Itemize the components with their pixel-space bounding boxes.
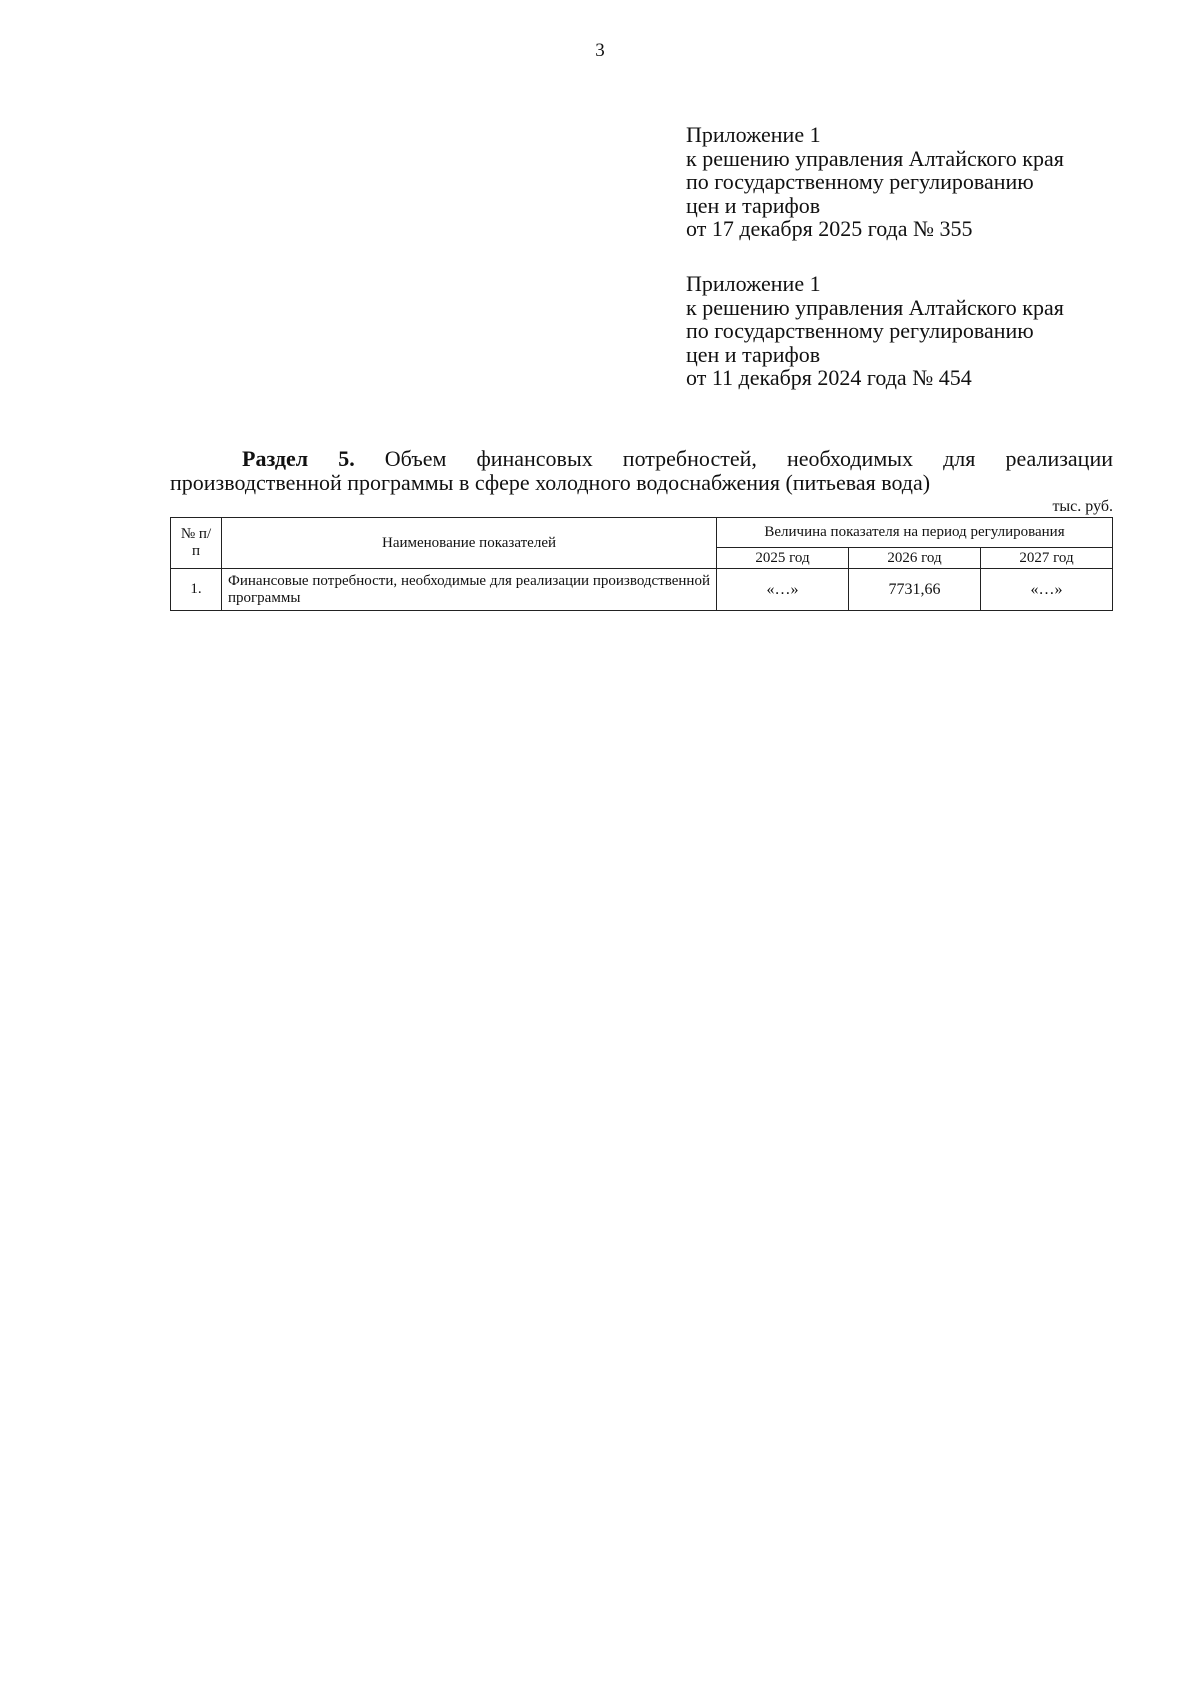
appendix-line: к решению управления Алтайского края bbox=[686, 145, 1064, 171]
appendix-title: Приложение 1 bbox=[686, 122, 821, 147]
financial-needs-table bbox=[170, 517, 1113, 611]
table-header-row bbox=[171, 518, 1113, 548]
page-number: 3 bbox=[595, 40, 605, 61]
section-title-part2: производственной программы в сфере холодного водоснабжения (питьевая вода) bbox=[170, 470, 931, 495]
appendix-line: цен и тарифов bbox=[686, 341, 821, 367]
appendix-block-current bbox=[686, 123, 1166, 241]
row-value-2027: «…» bbox=[980, 569, 1112, 611]
header-number: № п/п bbox=[171, 518, 222, 569]
section-heading-line1 bbox=[170, 447, 1113, 471]
appendix-line: по государственному регулированию bbox=[686, 318, 1034, 343]
appendix-title: Приложение 1 bbox=[686, 271, 821, 296]
appendix-date: от 11 декабря 2024 года № 454 bbox=[686, 365, 972, 390]
header-year-2026: 2026 год bbox=[848, 548, 980, 569]
appendix-line: по государственному регулированию bbox=[686, 169, 1034, 194]
appendix-line: цен и тарифов bbox=[686, 192, 821, 218]
row-value-2025: «…» bbox=[717, 569, 849, 611]
section-label: Раздел 5. bbox=[242, 446, 355, 471]
header-indicator-name: Наименование показателей bbox=[222, 518, 717, 569]
section-heading bbox=[170, 447, 1113, 495]
row-value-2026: 7731,66 bbox=[848, 569, 980, 611]
row-indicator-name: Финансовые потребности, необходимые для реализации производственной программы bbox=[222, 569, 717, 611]
appendix-block-previous bbox=[686, 272, 1166, 390]
header-regulation-period: Величина показателя на период регулирования bbox=[717, 518, 1113, 548]
header-year-2025: 2025 год bbox=[717, 548, 849, 569]
unit-label: тыс. руб. bbox=[1052, 498, 1113, 515]
appendix-date: от 17 декабря 2025 года № 355 bbox=[686, 216, 973, 241]
table-row bbox=[171, 569, 1113, 611]
appendix-line: к решению управления Алтайского края bbox=[686, 294, 1064, 320]
row-number: 1. bbox=[171, 569, 222, 611]
header-year-2027: 2027 год bbox=[980, 548, 1112, 569]
section-title-part1: Объем финансовых потребностей, необходимых для реализации bbox=[384, 446, 1113, 471]
